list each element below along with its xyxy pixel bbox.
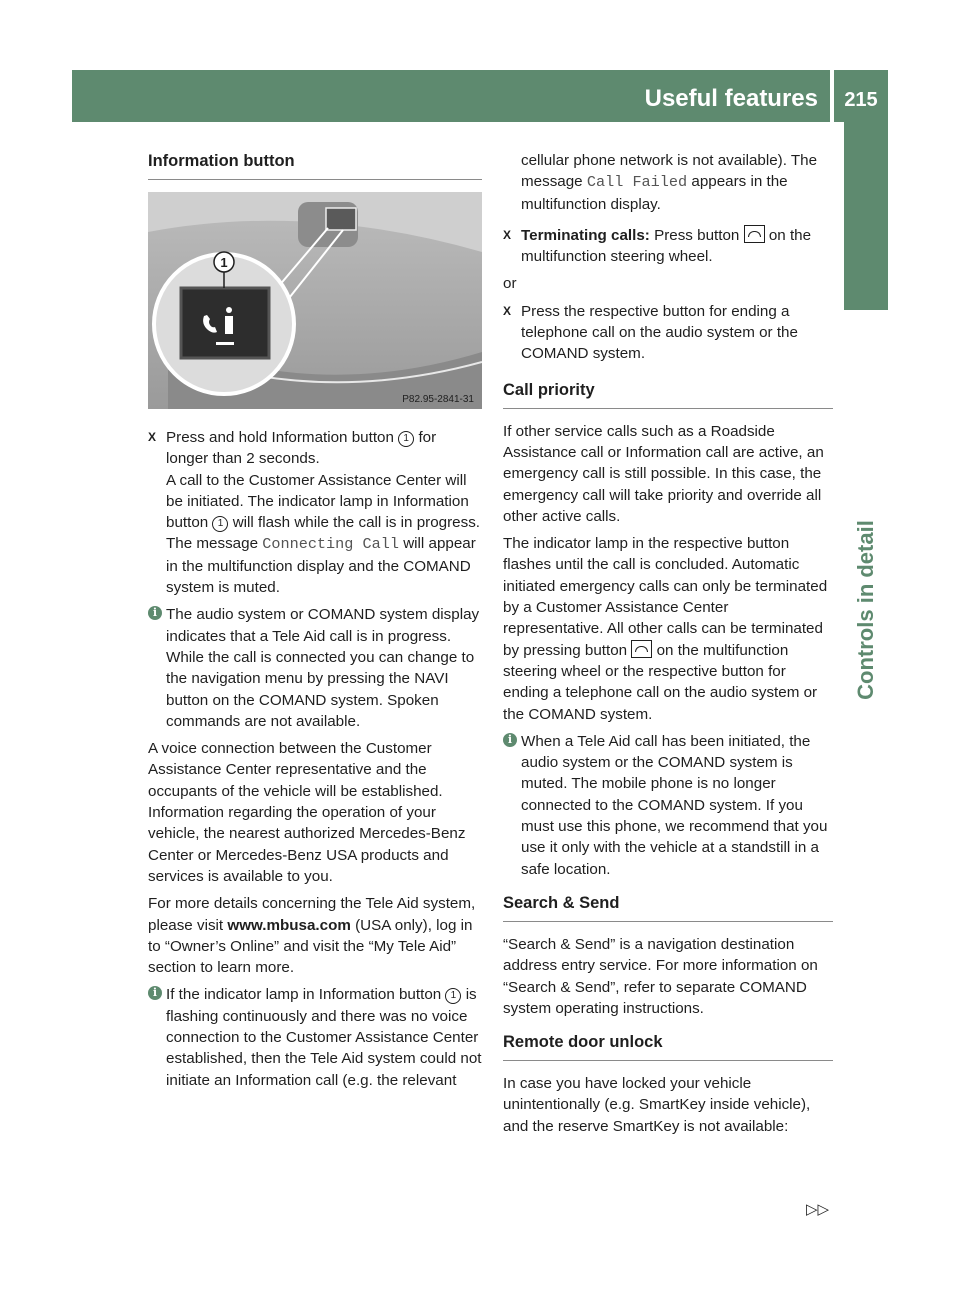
term-label: Terminating calls: — [521, 226, 650, 244]
info-icon: i — [148, 606, 162, 620]
ref-1: 1 — [398, 431, 414, 447]
info-bar-icon — [225, 316, 233, 334]
information-button-photo — [148, 192, 482, 409]
paragraph-remote-door: In case you have locked your vehicle unintentionally (e.g. SmartKey inside vehicle), and the reserve SmartKey is not available: — [503, 1075, 811, 1135]
paragraph-priority-1: If other service calls such as a Roadside Assistance call or Information call are active, an emergency call is still possible. In this case, the emergency call will take priority and override all other active calls. — [503, 422, 824, 525]
text: For more details concerning the Tele Aid system, please visit — [148, 895, 476, 934]
page-number: 215 — [844, 89, 878, 111]
paragraph-search-send: “Search & Send” is a navigation destination address entry service. For more information on “Search & Send”, refer to separate COMAND system operating instructions. — [503, 935, 818, 1017]
side-tab — [844, 122, 888, 310]
heading-information-button: Information button — [148, 150, 482, 180]
heading-search-send: Search & Send — [503, 892, 833, 922]
display-message: Call Failed — [586, 173, 688, 192]
hang-up-icon — [744, 225, 765, 243]
callout-number: 1 — [220, 255, 228, 270]
right-column — [503, 150, 833, 1143]
ref-1: 1 — [212, 516, 228, 532]
text: Press button — [654, 226, 740, 244]
info-dot-icon — [226, 307, 232, 313]
text: The audio system or COMAND system display indicates that a Tele Aid call is in progress. While the call is connected you can change to the navigation menu by pressing the NAVI button on the COMAND system. Spoken commands are not available. — [166, 606, 480, 730]
paragraph-priority-2 — [503, 533, 833, 725]
section-title: Useful features — [644, 85, 818, 112]
text: Press and hold Information button — [166, 429, 394, 446]
bullet-alt-end-call: X Press the respective button for ending a telephone call on the audio system or the COMAND system. — [503, 301, 833, 365]
display-message: Connecting Call — [262, 535, 399, 554]
text: is flashing continuously and there was no voice connection to the Customer Assistance Center established, then the Tele Aid system could not initiate an Information call (e.g. the relevant — [166, 986, 482, 1089]
heading-remote-door-unlock: Remote door unlock — [503, 1031, 833, 1061]
text: will flash while the call is in progress. The message — [166, 514, 481, 553]
text: on the multifunction steering wheel or the respective button for ending a telephone call on the audio system or the COMAND system. — [503, 641, 818, 723]
paragraph-voice-connection: A voice connection between the Customer Assistance Center representative and the occupants of the vehicle will be established. Information regarding the operation of your vehicle, the nearest authorized Mercedes-Benz Center or Mercedes-Benz USA products and services is available to you. — [148, 740, 466, 885]
note-indicator-flashing — [148, 984, 482, 1090]
text: will appear in the multifunction display and the COMAND system is muted. — [166, 535, 476, 597]
info-icon: i — [503, 733, 517, 747]
or-text: or — [503, 275, 517, 293]
heading-call-priority: Call priority — [503, 379, 833, 409]
text: A call to the Customer Assistance Center will be initiated. The indicator lamp in Information button — [166, 471, 469, 532]
bullet-terminating-calls — [503, 225, 833, 268]
side-label-text: Controls in detail — [853, 520, 878, 700]
text: appears in the multifunction display. — [521, 173, 788, 213]
continued-text — [503, 150, 833, 215]
ref-1: 1 — [445, 988, 461, 1004]
website-link[interactable]: www.mbusa.com — [227, 916, 351, 934]
info-icon: i — [148, 986, 162, 1000]
bullet-press-hold — [148, 427, 482, 598]
text: cellular phone network is not available). The message — [521, 152, 818, 191]
text: When a Tele Aid call has been initiated, the audio system or the COMAND system is muted. The mobile phone is no longer connected to the COMAND system. If you must use this phone, we recommend that you use it only with the vehicle at a standstill in a safe location. — [521, 732, 828, 878]
continue-mark: ▷▷ — [806, 1201, 830, 1218]
paragraph-more-details — [148, 893, 482, 978]
text: on the multifunction steering wheel. — [521, 226, 812, 266]
note-audio-display — [148, 604, 482, 732]
image-code: P82.95-2841-31 — [402, 394, 474, 405]
left-column — [148, 150, 482, 1097]
text: for longer than 2 seconds. — [166, 429, 437, 468]
text: The indicator lamp in the respective button flashes until the call is concluded. Automatic initiated emergency calls can only be terminated by a Customer Assistance Center representative. All other calls can be terminated by pressing button — [503, 535, 828, 659]
hang-up-icon — [631, 640, 652, 658]
text: (USA only), log in to “Owner’s Online” and visit the “My Tele Aid” section to learn more. — [148, 916, 473, 977]
note-tele-aid-muted — [503, 731, 833, 880]
text: If the indicator lamp in Information button — [166, 986, 442, 1004]
